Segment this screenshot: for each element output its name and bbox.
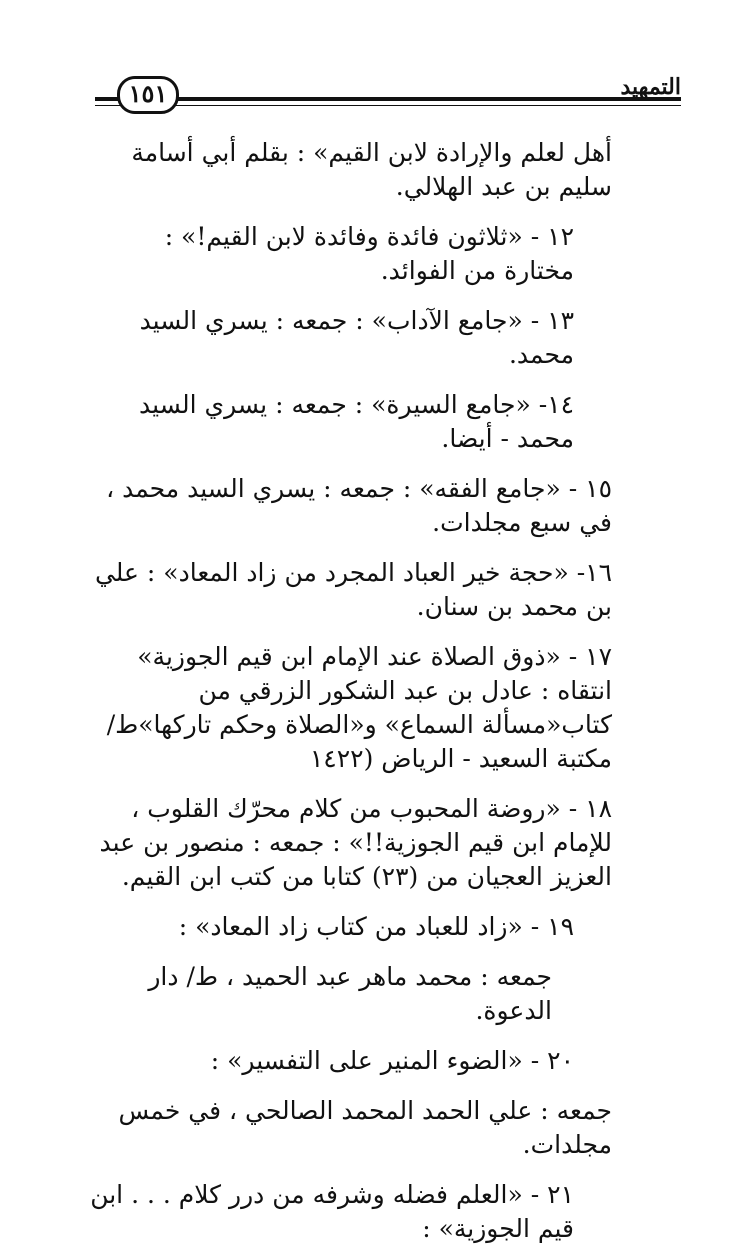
- page-content: [90, 136, 612, 1243]
- page-title: التمهيد: [620, 74, 681, 100]
- list-item-17: ١٧ - «ذوق الصلاة عند الإمام ابن قيم الجوزية» انتقاه : عادل بن عبد الشكور الزرقي من كتاب«مسألة السماع» و«الصلاة وحكم تاركها»ط/مكتبة السعيد - الرياض (١٤٢٢: [106, 642, 612, 773]
- page-header: [95, 70, 681, 118]
- list-item-12: ١٢ - «ثلاثون فائدة وفائدة لابن القيم!» : مختارة من الفوائد.: [164, 222, 574, 285]
- intro-paragraph: أهل لعلم والإرادة لابن القيم» : بقلم أبي أسامة سليم بن عبد الهلالي.: [131, 138, 612, 201]
- header-rule-thin: [95, 105, 681, 106]
- header-rule-thick: [95, 97, 681, 101]
- page-number: ١٥١: [117, 76, 179, 114]
- list-item-21: ٢١ - «العلم فضله وشرفه من درر كلام . . . ابن قيم الجوزية» :: [90, 1180, 574, 1243]
- list-item-19: ١٩ - «زاد للعباد من كتاب زاد المعاد» :: [178, 912, 574, 941]
- list-item-19-detail: جمعه : محمد ماهر عبد الحميد ، ط/ دار الدعوة.: [148, 962, 552, 1025]
- list-item-14: ١٤- «جامع السيرة» : جمعه : يسري السيد محمد - أيضا.: [139, 390, 574, 453]
- list-item-18: ١٨ - «روضة المحبوب من كلام محرّك القلوب ، للإمام ابن قيم الجوزية!!» : جمعه : منصور بن عبد العزيز العجيان من (٢٣) كتابا من كتب ابن القيم.: [99, 794, 612, 891]
- list-item-20-detail: جمعه : علي الحمد المحمد الصالحي ، في خمس مجلدات.: [118, 1096, 612, 1159]
- list-item-13: ١٣ - «جامع الآداب» : جمعه : يسري السيد محمد.: [139, 306, 574, 369]
- list-item-15: ١٥ - «جامع الفقه» : جمعه : يسري السيد محمد ، في سبع مجلدات.: [106, 474, 612, 537]
- list-item-16: ١٦- «حجة خير العباد المجرد من زاد المعاد» : علي بن محمد بن سنان.: [94, 558, 612, 621]
- list-item-20: ٢٠ - «الضوء المنير على التفسير» :: [210, 1046, 574, 1075]
